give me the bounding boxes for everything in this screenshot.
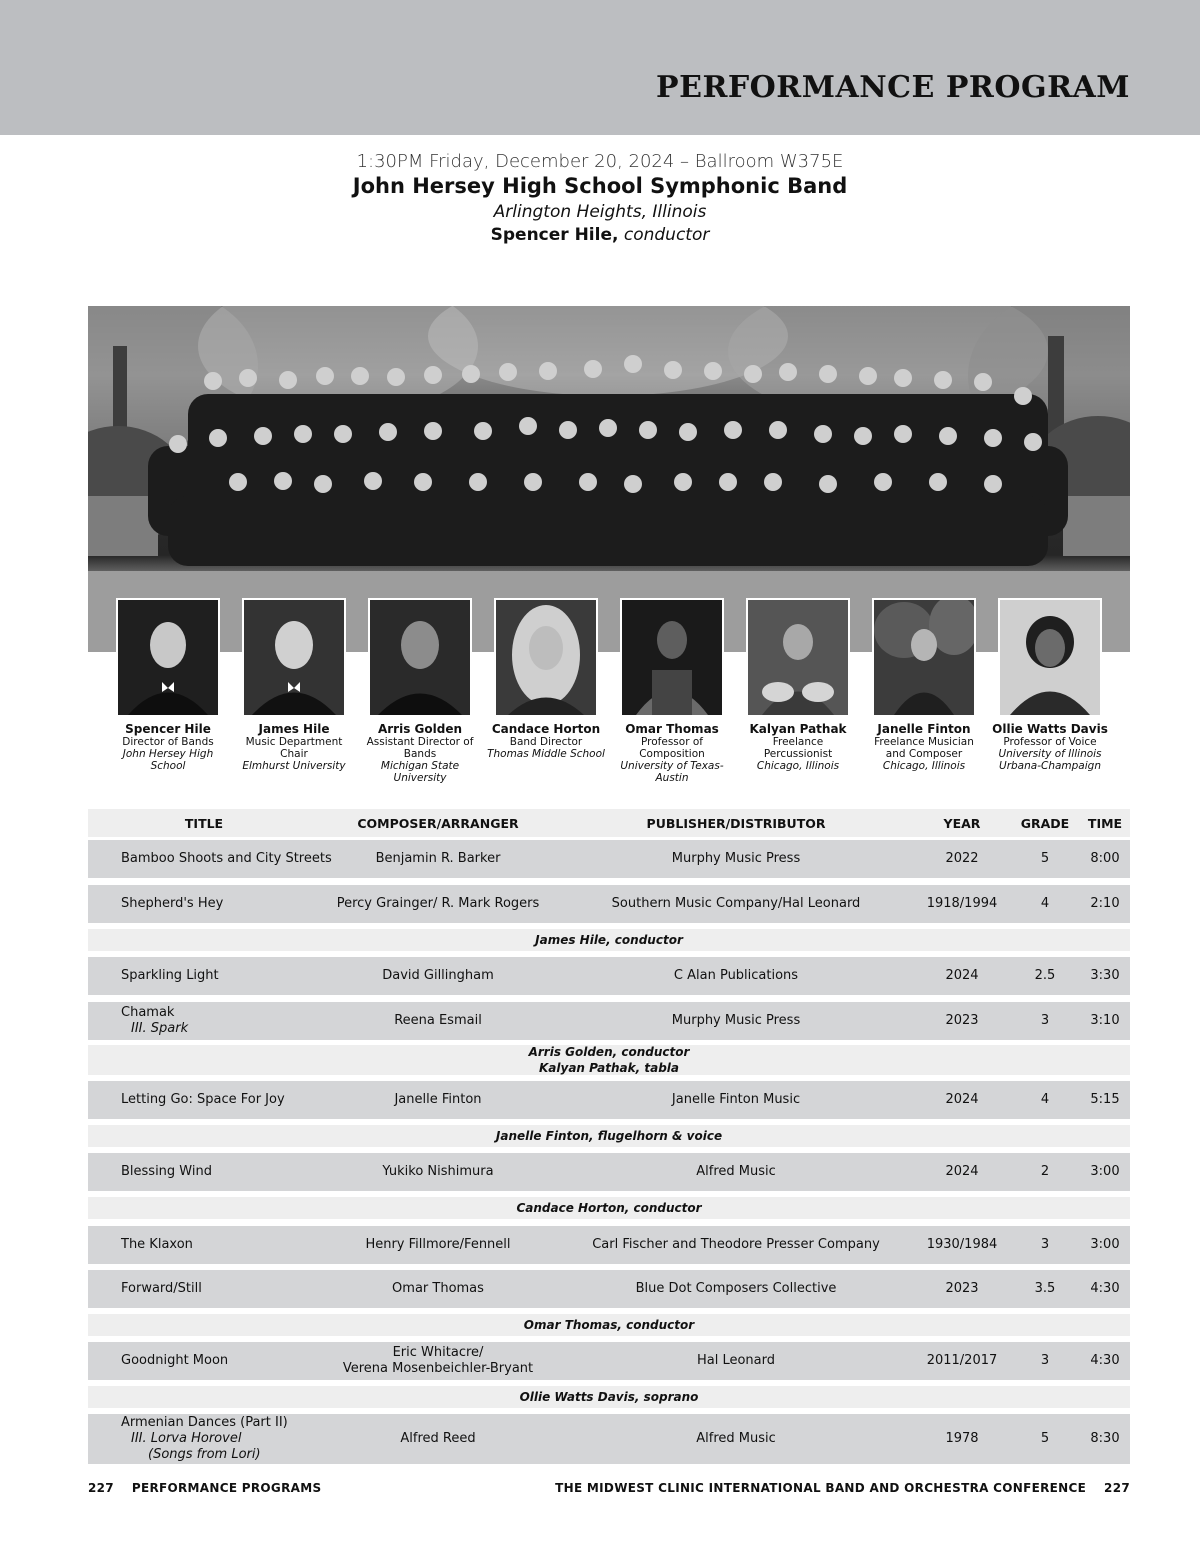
- portrait-photo: [620, 598, 724, 717]
- table-row: [88, 1342, 1130, 1380]
- row-year: 2024: [945, 968, 979, 983]
- person-org: Thomas Middle School: [487, 748, 605, 760]
- header-composer: COMPOSER/ARRANGER: [357, 816, 519, 831]
- row-composer: Percy Grainger/ R. Mark Rogers: [336, 896, 540, 911]
- ensemble-location: Arlington Heights, Illinois: [493, 202, 707, 222]
- performer-note: Janelle Finton, flugelhorn & voice: [88, 1125, 1130, 1147]
- row-publisher: C Alan Publications: [673, 968, 799, 983]
- person-role: Director of Bands: [122, 736, 214, 748]
- person-org: Elmhurst University: [242, 760, 346, 772]
- row-title: Armenian Dances (Part II): [121, 1415, 288, 1430]
- row-publisher: Murphy Music Press: [671, 851, 801, 866]
- performer-note: Kalyan Pathak, tabla: [538, 1061, 679, 1075]
- row-year: 2023: [945, 1013, 979, 1028]
- row-title: Goodnight Moon: [121, 1353, 229, 1368]
- person-role: Freelance Musician and Composer: [874, 736, 974, 760]
- portrait-photo: [116, 598, 220, 717]
- portrait-photo: [746, 598, 850, 717]
- person-card-kalyan-pathak: [737, 598, 859, 772]
- row-title: Sparkling Light: [121, 968, 219, 983]
- table-row: [88, 1226, 1130, 1264]
- row-publisher: Alfred Music: [696, 1431, 776, 1446]
- person-name: James Hile: [258, 722, 330, 736]
- ensemble-name: John Hersey High School Symphonic Band: [352, 174, 848, 198]
- row-time: 5:15: [1090, 1092, 1120, 1107]
- row-time: 8:30: [1090, 1431, 1120, 1446]
- row-title: Forward/Still: [121, 1281, 202, 1296]
- person-role: Professor of Voice: [1003, 736, 1097, 748]
- row-subtitle-2: (Songs from Lori): [148, 1447, 261, 1462]
- portrait-photo: [494, 598, 598, 717]
- page-title: PERFORMANCE PROGRAM: [656, 70, 1130, 105]
- row-composer: Janelle Finton: [394, 1092, 482, 1107]
- row-grade: 4: [1040, 896, 1050, 911]
- table-row: [88, 885, 1130, 923]
- row-title: The Klaxon: [121, 1237, 193, 1252]
- person-name: Arris Golden: [377, 722, 463, 736]
- table-row: [88, 840, 1130, 878]
- row-time: 4:30: [1090, 1353, 1120, 1368]
- row-subtitle: III. Spark: [131, 1021, 189, 1036]
- event-datetime: 1:30PM Friday, December 20, 2024 – Ballroom W375E: [356, 151, 844, 172]
- table-row: [88, 1270, 1130, 1308]
- row-grade: 5: [1040, 851, 1050, 866]
- person-role: Music Department Chair: [245, 736, 343, 760]
- row-composer-block: [288, 1345, 588, 1377]
- row-year: 1978: [945, 1431, 979, 1446]
- row-composer: Reena Esmail: [394, 1013, 482, 1028]
- row-grade: 3.5: [1034, 1281, 1056, 1296]
- page-number-left: 227: [88, 1481, 114, 1495]
- header-title: TITLE: [184, 816, 224, 831]
- table-row: [88, 957, 1130, 995]
- row-time: 4:30: [1090, 1281, 1120, 1296]
- row-publisher: Carl Fischer and Theodore Presser Company: [592, 1237, 880, 1252]
- person-role: Assistant Director of Bands: [366, 736, 474, 760]
- row-year: 2024: [945, 1092, 979, 1107]
- person-org: Chicago, Illinois: [882, 760, 966, 772]
- row-time: 3:30: [1090, 968, 1120, 983]
- row-publisher: Hal Leonard: [696, 1353, 776, 1368]
- row-grade: 3: [1040, 1237, 1050, 1252]
- row-composer: Yukiko Nishimura: [382, 1164, 494, 1179]
- row-year: 2024: [945, 1164, 979, 1179]
- person-org: University of Illinois Urbana-Champaign: [998, 748, 1102, 772]
- header-publisher: PUBLISHER/DISTRIBUTOR: [646, 816, 826, 831]
- page-number-right: 227: [1104, 1481, 1130, 1495]
- person-card-james-hile: [233, 598, 355, 772]
- row-title: Bamboo Shoots and City Streets: [121, 851, 332, 866]
- row-composer: Alfred Reed: [400, 1431, 476, 1446]
- program-table-header: [88, 809, 1130, 837]
- row-year: 2011/2017: [926, 1353, 998, 1368]
- person-name: Ollie Watts Davis: [992, 722, 1108, 736]
- row-title-block: [121, 1415, 288, 1463]
- header-time: TIME: [1087, 816, 1123, 831]
- footer-left: [88, 1481, 321, 1495]
- person-card-candace-horton: [485, 598, 607, 760]
- person-card-janelle-finton: [863, 598, 985, 772]
- person-name: Spencer Hile: [125, 722, 211, 736]
- row-time: 3:00: [1090, 1164, 1120, 1179]
- row-year: 1918/1994: [926, 896, 998, 911]
- person-org: University of Texas-Austin: [620, 760, 724, 784]
- row-grade: 2.5: [1034, 968, 1056, 983]
- portrait-photo: [998, 598, 1102, 717]
- row-publisher: Janelle Finton Music: [671, 1092, 801, 1107]
- portrait-photo: [872, 598, 976, 717]
- person-card-omar-thomas: [611, 598, 733, 784]
- row-composer: Omar Thomas: [392, 1281, 484, 1296]
- row-year: 2022: [945, 851, 979, 866]
- row-grade: 5: [1040, 1431, 1050, 1446]
- performer-note: James Hile, conductor: [88, 929, 1130, 951]
- person-role: Band Director: [509, 736, 583, 748]
- row-composer: Henry Fillmore/Fennell: [365, 1237, 511, 1252]
- footer-right: [555, 1481, 1130, 1495]
- header-year: YEAR: [943, 816, 981, 831]
- person-org: Chicago, Illinois: [756, 760, 840, 772]
- row-year: 2023: [945, 1281, 979, 1296]
- row-composer-line-2: Verena Mosenbeichler-Bryant: [342, 1361, 534, 1376]
- row-grade: 4: [1040, 1092, 1050, 1107]
- performer-note: Candace Horton, conductor: [88, 1197, 1130, 1219]
- person-org: John Hersey High School: [122, 748, 214, 772]
- row-publisher: Blue Dot Composers Collective: [635, 1281, 837, 1296]
- row-publisher: Southern Music Company/Hal Leonard: [611, 896, 861, 911]
- person-card-arris-golden: [359, 598, 481, 784]
- row-publisher: Alfred Music: [696, 1164, 776, 1179]
- person-role: Professor of Composition: [639, 736, 705, 760]
- row-composer: Benjamin R. Barker: [375, 851, 501, 866]
- row-composer: David Gillingham: [382, 968, 494, 983]
- person-card-spencer-hile: [107, 598, 229, 772]
- table-row: [88, 1002, 1130, 1040]
- row-title: Shepherd's Hey: [121, 896, 224, 911]
- person-name: Omar Thomas: [625, 722, 719, 736]
- row-title-block: [121, 1005, 188, 1037]
- person-org: Michigan State University: [380, 760, 460, 784]
- performer-note: Omar Thomas, conductor: [88, 1314, 1130, 1336]
- row-time: 8:00: [1090, 851, 1120, 866]
- ensemble-conductor: [0, 225, 1200, 245]
- row-title: Chamak: [121, 1005, 175, 1020]
- row-grade: 3: [1040, 1353, 1050, 1368]
- row-title: Blessing Wind: [121, 1164, 212, 1179]
- portrait-photo: [242, 598, 346, 717]
- person-name: Candace Horton: [491, 722, 601, 736]
- row-composer: Eric Whitacre/: [392, 1345, 484, 1360]
- header-band: [0, 0, 1200, 135]
- performer-note: Ollie Watts Davis, soprano: [88, 1386, 1130, 1408]
- performer-note: Arris Golden, conductor: [528, 1045, 690, 1059]
- conductor-role: conductor: [623, 225, 710, 245]
- row-time: 2:10: [1090, 896, 1120, 911]
- portrait-photo: [368, 598, 472, 717]
- conductor-name: Spencer Hile,: [490, 225, 619, 245]
- row-year: 1930/1984: [926, 1237, 998, 1252]
- row-subtitle: III. Lorva Horovel: [131, 1431, 242, 1446]
- performer-note-group: [88, 1045, 1130, 1075]
- person-card-ollie-watts-davis: [989, 598, 1111, 772]
- row-time: 3:10: [1090, 1013, 1120, 1028]
- table-row: [88, 1414, 1130, 1464]
- row-grade: 2: [1040, 1164, 1050, 1179]
- footer-conference-label: THE MIDWEST CLINIC INTERNATIONAL BAND AND ORCHESTRA CONFERENCE: [555, 1481, 1087, 1495]
- person-role: Freelance Percussionist: [763, 736, 833, 760]
- header-grade: GRADE: [1020, 816, 1070, 831]
- table-row: [88, 1081, 1130, 1119]
- row-time: 3:00: [1090, 1237, 1120, 1252]
- row-grade: 3: [1040, 1013, 1050, 1028]
- row-publisher: Murphy Music Press: [671, 1013, 801, 1028]
- footer-section-label: PERFORMANCE PROGRAMS: [131, 1481, 322, 1495]
- table-row: [88, 1153, 1130, 1191]
- row-title: Letting Go: Space For Joy: [121, 1092, 285, 1107]
- person-name: Kalyan Pathak: [749, 722, 847, 736]
- person-name: Janelle Finton: [877, 722, 971, 736]
